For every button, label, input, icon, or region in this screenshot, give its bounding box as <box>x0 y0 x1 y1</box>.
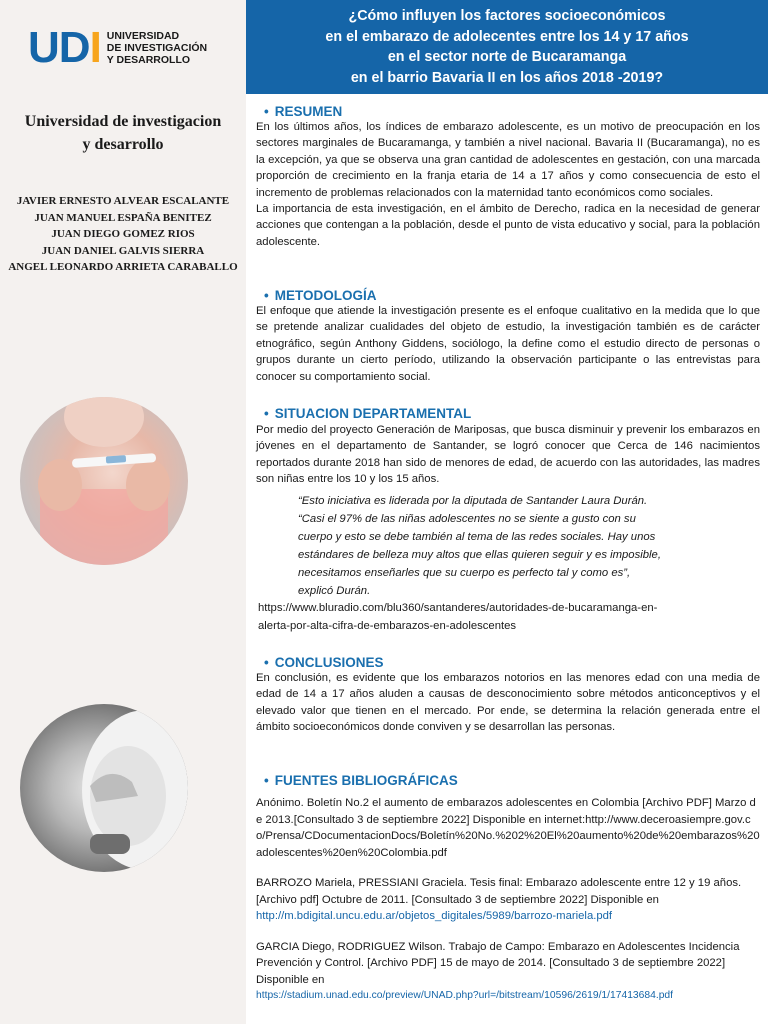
bullet-icon: • <box>264 288 269 303</box>
teen-pregnancy-test-photo <box>20 397 188 565</box>
logo-mark: UDI <box>28 23 101 72</box>
metodologia-body: El enfoque que atiende la investigación presente es el enfoque cualitativo en la medida que lo que se pretende analizar cualidades del objeto de estudio, la investigación también es de carácter etnográfico, según Anthony Giddens, sociólogo, la define como el estudio directo de personas o grupos durante un cierto período, utilizando la observación participante o las entrevistas para conocer su comportamiento social. <box>256 305 760 383</box>
reference-link[interactable]: https://stadium.unad.edu.co/preview/UNAD.php?url=/bitstream/10596/2619/1/17413684.pdf <box>256 990 674 1001</box>
reference-item: GARCIA Diego, RODRIGUEZ Wilson. Trabajo de Campo: Embarazo en Adolescentes Incidencia Prevención y Control. [Archivo PDF] 15 de mayo de 2014. [Consultado 3 de septiembre 2022] Disponible en https://stadium.unad.edu.co/preview/UNAD.php?url=/bitstream/10596/2619/1/17413684.pdf <box>256 939 760 1005</box>
title-line: ¿Cómo influyen los factores socioeconómicos <box>348 8 666 24</box>
references-list <box>256 795 760 1015</box>
bullet-icon: • <box>264 655 269 670</box>
title-line: en el barrio Bavaria II en los años 2018 -2019? <box>350 69 664 86</box>
bullet-icon: • <box>264 406 269 421</box>
author-name: ANGEL LEONARDO ARRIETA CARABALLO <box>8 261 238 273</box>
logo-text: UNIVERSIDAD DE INVESTIGACIÓN Y DESARROLLO <box>106 30 208 66</box>
author-name: JUAN DIEGO GOMEZ RIOS <box>51 228 195 240</box>
section-title-conclusiones: • CONCLUSIONES <box>264 655 384 670</box>
author-name: JUAN DANIEL GALVIS SIERRA <box>41 244 205 257</box>
authors-list <box>0 193 246 276</box>
section-title-resumen: • RESUMEN <box>264 104 343 119</box>
section-title-metodologia: • METODOLOGÍA <box>264 288 377 303</box>
university-name: Universidad de investigacion y desarrollo <box>24 113 222 153</box>
university-logo <box>28 23 208 72</box>
sidebar <box>0 0 246 1024</box>
reference-item: Anónimo. Boletín No.2 el aumento de embarazos adolescentes en Colombia [Archivo PDF] Marzo de 2013.[Consultado 3 de septiembre 2022] Disponible en internet:http://www.deceroasiempre.gov.co/Prensa/CDocumentacionDocs/Boletín%20No.%202%20El%20aumento%20de%20embarazos%20adolescentes%20en%20Colombia.pdf <box>256 797 760 859</box>
bullet-icon: • <box>264 104 269 119</box>
source-url-link[interactable]: https://www.bluradio.com/blu360/santanderes/autoridades-de-bucaramanga-en- alerta-por-alta-cifra-de-embarazos-en-adolescentes <box>258 602 658 632</box>
reference-item: BARROZO Mariela, PRESSIANI Graciela. Tesis final: Embarazo adolescente entre 12 y 19 años. [Archivo pdf] Octubre de 2011. [Consultado 3 de septiembre 2022] Disponible en http://m.bdigital.uncu.edu.ar/objetos_digitales/5989/barrozo-mariela.pdf <box>256 875 760 925</box>
situacion-body: Por medio del proyecto Generación de Mariposas, que busca disminuir y prevenir los embarazos en jóvenes en el departamento de Santander, se logró conocer que Cerca de 146 nacimientos reportados durante 2018 han sido de menores de edad, de acuerdo con las autoridades, las madres son niñas entre los 10 y los 15 años. <box>256 424 760 486</box>
reference-link[interactable]: http://m.bdigital.uncu.edu.ar/objetos_digitales/5989/barrozo-mariela.pdf <box>256 910 613 922</box>
author-name: JUAN MANUEL ESPAÑA BENITEZ <box>34 211 212 224</box>
bullet-icon: • <box>264 773 269 788</box>
title-line: en el sector norte de Bucaramanga <box>387 49 627 65</box>
resumen-body: En los últimos años, los índices de embarazo adolescente, es un motivo de preocupación en los sectores marginales de Bucaramanga, y también a nivel nacional. Bavaria II (Bucaramanga), no es la excepción, ya que se observa una gran cantidad de adolescentes en gestación, con una marcada proporción de crecimiento en la franja etaria de 14 a 17 años y como consecuencia de esto el incremento de problemas relacionados con la maternidad tanto económicos como sociales. La importancia de esta investigación, en el ámbito de Derecho, radica en la necesidad de generar acciones que contengan a la población, desde el punto de vista educativo y social, para la población adolescente. <box>256 121 760 248</box>
poster-title-banner <box>246 0 768 94</box>
quote-block: “Esto iniciativa es liderada por la diputada de Santander Laura Durán. “Casi el 97% de las niñas adolescentes no se siente a gusto con su cuerpo y esto se debe también al tema de las redes sociales. Hay unos estándares de belleza muy altos que ellas quieren seguir y es imposible, necesitamos enseñarles que su cuerpo es perfecto tal y como es”, explicó Durán. <box>298 495 661 597</box>
author-name: JAVIER ERNESTO ALVEAR ESCALANTE <box>16 195 230 207</box>
title-line: en el embarazo de adolecentes entre los 14 y 17 años <box>325 28 689 45</box>
pregnant-belly-photo <box>20 704 188 872</box>
section-title-situacion: • SITUACION DEPARTAMENTAL <box>264 406 472 421</box>
section-title-fuentes: • FUENTES BIBLIOGRÁFICAS <box>264 773 458 788</box>
conclusiones-body: En conclusión, es evidente que los embarazos notorios en las menores edad con una media de edad de 14 a 17 años aluden a causas de desconocimiento sobre métodos anticonceptivos y el elevado valor que tienen en el mercado. Por ende, se determina la relación generada entre el ámbito socioeconómicos donde conviven y se desarrollan las personas. <box>256 672 760 734</box>
